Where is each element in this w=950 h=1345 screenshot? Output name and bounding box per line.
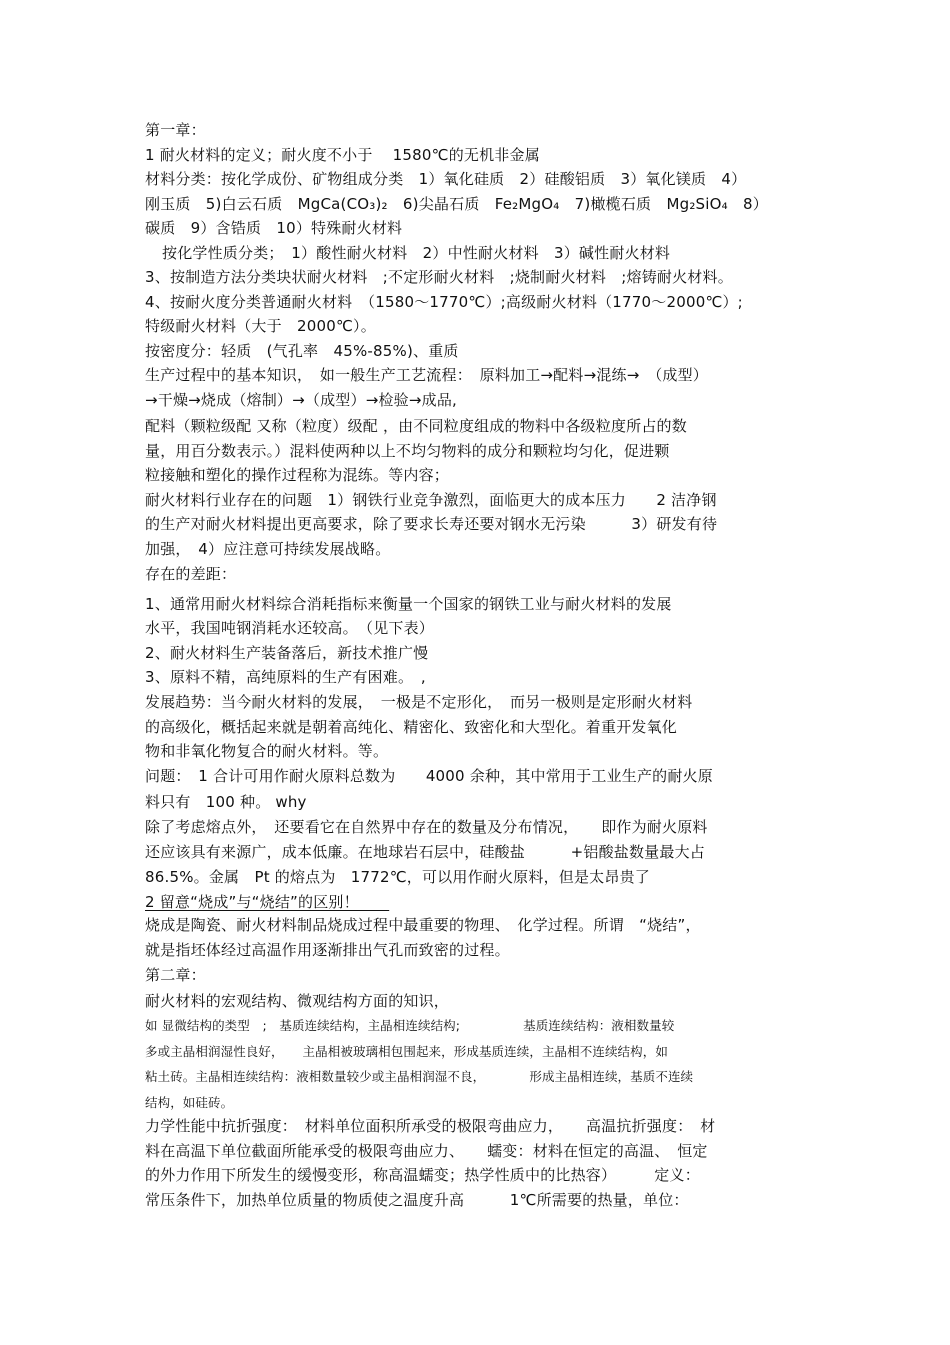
text-line: 发展趋势：当今耐火材料的发展， 一极是不定形化， 而另一极则是定形耐火材料 bbox=[145, 693, 693, 711]
text-line: 料在高温下单位截面所能承受的极限弯曲应力、 蠕变：材料在恒定的高温、 恒定 bbox=[145, 1142, 708, 1160]
text-line: 常压条件下，加热单位质量的物质使之温度升高 1℃所需要的热量，单位： bbox=[145, 1191, 689, 1209]
text-line: 材料分类：按化学成份、矿物组成分类 1）氧化硅质 2）硅酸铝质 3）氧化镁质 4） bbox=[145, 170, 747, 188]
chapter-one-heading: 第一章： bbox=[145, 121, 206, 139]
text-line: 的生产对耐火材料提出更高要求，除了要求长寿还要对钢水无污染 3）研发有待 bbox=[145, 515, 718, 533]
text-line: 耐火材料的宏观结构、微观结构方面的知识， bbox=[145, 992, 450, 1010]
text-line: 刚玉质 5)白云石质 MgCa(CO₃)₂ 6)尖晶石质 Fe₂MgO₄ 7)橄榄石质 Mg₂SiO₄ 8） bbox=[145, 195, 768, 213]
text-line: 1、通常用耐火材料综合消耗指标来衡量一个国家的钢铁工业与耐火材料的发展 bbox=[145, 595, 672, 613]
text-line: 3、原料不精，高纯原料的生产有困难。 , bbox=[145, 668, 426, 686]
text-line: →干燥→烧成（熔制）→（成型）→检验→成品, bbox=[145, 391, 458, 409]
text-line: 存在的差距： bbox=[145, 565, 237, 583]
text-line: 的外力作用下所发生的缓慢变形，称高温蠕变；热学性质中的比热容） 定义： bbox=[145, 1166, 700, 1184]
chapter-two-heading: 第二章： bbox=[145, 966, 206, 984]
text-line: 3、按制造方法分类块状耐火材料 ;不定形耐火材料 ;烧制耐火材料 ;熔铸耐火材料。 bbox=[145, 268, 733, 286]
text-line: 除了考虑熔点外， 还要看它在自然界中存在的数量及分布情况， 即作为耐火原料 bbox=[145, 818, 708, 836]
text-line: 按密度分：轻质 (气孔率 45%-85%)、重质 bbox=[145, 342, 459, 360]
text-line: 粘土砖。主晶相连续结构：液相数量较少或主晶相润湿不良， 形成主晶相连续，基质不连续 bbox=[145, 1069, 694, 1084]
text-line: 结构，如硅砖。 bbox=[145, 1095, 234, 1110]
text-line: 问题： 1 合计可用作耐火原料总数为 4000 余种，其中常用于工业生产的耐火原 bbox=[145, 767, 713, 785]
text-line: 多或主晶相润湿性良好， 主晶相被玻璃相包围起来，形成基质连续，主晶相不连续结构，如 bbox=[145, 1044, 668, 1059]
text-line: 量，用百分数表示。）混料使两种以上不均匀物料的成分和颗粒均匀化，促进颗 bbox=[145, 442, 670, 460]
text-line: 就是指坯体经过高温作用逐渐排出气孔而致密的过程。 bbox=[145, 941, 510, 959]
text-line: 耐火材料行业存在的问题 1）钢铁行业竞争激烈，面临更大的成本压力 2 洁净钢 bbox=[145, 491, 717, 509]
text-line: 的高级化，概括起来就是朝着高纯化、精密化、致密化和大型化。着重开发氧化 bbox=[145, 718, 678, 736]
text-line: 料只有 100 种。 why bbox=[145, 793, 307, 811]
text-line: 生产过程中的基本知识， 如一般生产工艺流程： 原料加工→配料→混练→ （成型） bbox=[145, 366, 709, 384]
text-line: 力学性能中抗折强度： 材料单位面积所承受的极限弯曲应力， 高温抗折强度： 材 bbox=[145, 1117, 716, 1135]
text-line: 特级耐火材料（大于 2000℃）。 bbox=[145, 317, 376, 335]
text-line: 4、按耐火度分类普通耐火材料 （1580～1770℃）;高级耐火材料（1770～2000℃）; bbox=[145, 293, 743, 311]
text-line: 粒接触和塑化的操作过程称为混练。等内容； bbox=[145, 466, 450, 484]
text-line: 2、耐火材料生产装备落后，新技术推广慢 bbox=[145, 644, 429, 662]
text-line: 按化学性质分类； 1）酸性耐火材料 2）中性耐火材料 3）碱性耐火材料 bbox=[162, 244, 671, 262]
text-line: 物和非氧化物复合的耐火材料。等。 bbox=[145, 742, 389, 760]
text-line: 还应该具有来源广，成本低廉。在地球岩石层中，硅酸盐 +铝酸盐数量最大占 bbox=[145, 843, 705, 861]
text-line: 配料（颗粒级配 又称（粒度）级配 ，由不同粒度组成的物料中各级粒度所占的数 bbox=[145, 417, 687, 435]
text-line: 加强， 4）应注意可持续发展战略。 bbox=[145, 540, 391, 558]
text-line: 86.5%。金属 Pt 的熔点为 1772℃，可以用作耐火原料，但是太昂贵了 bbox=[145, 868, 650, 886]
underlined-note: 2 留意“烧成”与“烧结”的区别！ bbox=[145, 893, 390, 911]
text-line: 烧成是陶瓷、耐火材料制品烧成过程中最重要的物理、 化学过程。所谓 “烧结”， bbox=[145, 916, 701, 934]
text-line: 1 耐火材料的定义；耐火度不小于 1580℃的无机非金属 bbox=[145, 146, 540, 164]
text-line: 水平，我国吨钢消耗水还较高。 （见下表） bbox=[145, 619, 435, 637]
text-line: 碳质 9）含锆质 10）特殊耐火材料 bbox=[145, 219, 403, 237]
text-line: 如 显微结构的类型 ; 基质连续结构，主晶相连续结构; 基质连续结构：液相数量较 bbox=[145, 1018, 675, 1033]
